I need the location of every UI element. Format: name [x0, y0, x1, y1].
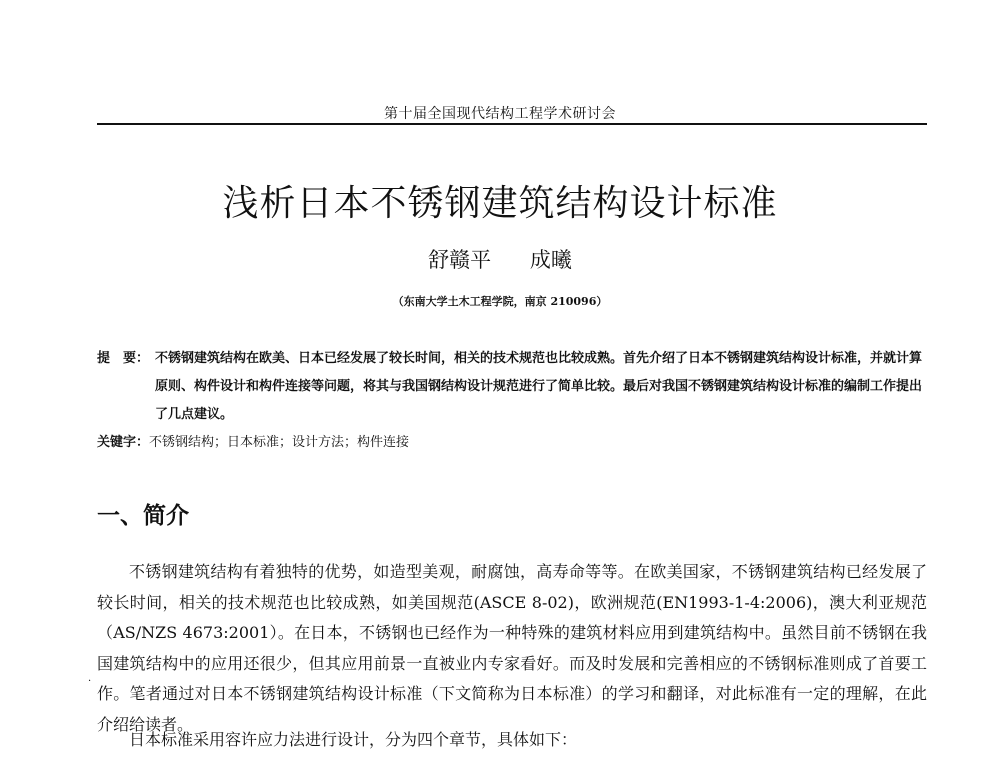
abstract-label: 提 要： — [97, 351, 150, 366]
abstract-text: 不锈钢建筑结构在欧美、日本已经发展了较长时间，相关的技术规范也比较成熟。首先介绍了日本不锈钢建筑结构设计标准，并就计算原则、构件设计和构件连接等问题，将其与我国钢结构设计规范进行了简单比较。最后对我国不锈钢建筑结构设计标准的编制工作提出了几点建议。 — [155, 351, 923, 422]
author-1: 舒赣平 — [428, 248, 492, 272]
margin-mark: · — [88, 676, 92, 687]
conference-header: 第十届全国现代结构工程学术研讨会 — [384, 106, 616, 122]
author-2: 成曦 — [529, 248, 572, 272]
abstract — [97, 345, 927, 429]
affiliation: （东南大学土木工程学院，南京 210096） — [392, 295, 608, 308]
paper-title: 浅析日本不锈钢建筑结构设计标准 — [222, 183, 778, 224]
keywords-label: 关键字： — [97, 435, 150, 450]
intro-paragraph-2: 日本标准采用容许应力法进行设计，分为四个章节，具体如下： — [129, 730, 578, 749]
author-list — [0, 244, 1000, 274]
header-rule — [97, 123, 927, 125]
section-heading: 一、简介 — [97, 503, 189, 529]
keywords — [97, 433, 927, 453]
intro-paragraph-1: 不锈钢建筑结构有着独特的优势，如造型美观，耐腐蚀，高寿命等等。在欧美国家，不锈钢建筑结构已经发展了较长时间，相关的技术规范也比较成熟，如美国规范(ASCE 8-02)，欧洲规范(EN1993-1-4:2006)，澳大利亚规范（AS/NZS 4673:2001）。在日本，不锈钢也已经作为一种特殊的建筑材料应用到建筑结构中。虽然目前不锈钢在我国建筑结构中的应用还很少，但其应用前景一直被业内专家看好。而及时发展和完善相应的不锈钢标准则成了首要工作。笔者通过对日本不锈钢建筑结构设计标准（下文简称为日本标准）的学习和翻译，对此标准有一定的理解，在此介绍给读者。 — [97, 562, 927, 734]
keywords-text: 不锈钢结构；日本标准；设计方法；构件连接 — [149, 435, 410, 450]
